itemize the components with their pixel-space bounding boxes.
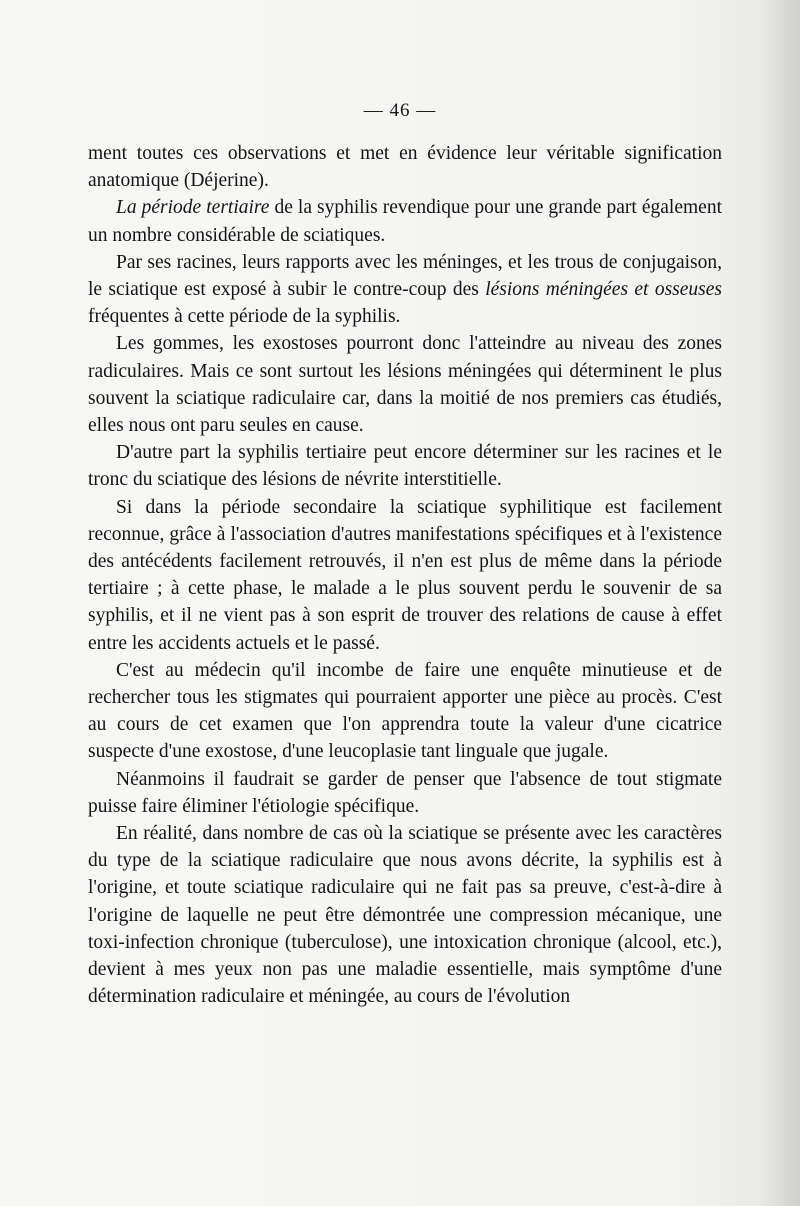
- paragraph: [88, 439, 722, 493]
- text-segment: Néanmoins il faudrait se garder de penser que l'absence de tout stigmate puisse faire éliminer l'étiologie spécifique.: [88, 768, 722, 817]
- text-segment: ment toutes ces observations et met en évidence leur véritable signification anatomique (Déjerine).: [88, 143, 722, 192]
- paragraph: [88, 140, 722, 194]
- text-segment: fréquentes à cette période de la syphilis.: [88, 306, 401, 328]
- italic-text-segment: lésions méningées et osseuses: [485, 279, 722, 301]
- text-segment: En réalité, dans nombre de cas où la sciatique se présente avec les caractères du type de la sciatique radiculaire que nous avons décrite, la syphilis est à l'origine, et toute sciatique radiculaire qui ne fait pas sa preuve, c'est-à-dire à l'origine de laquelle ne peut être démontrée une compression mécanique, une toxi-infection chronique (tuberculose), une intoxication chronique (alcool, etc.), devient à mes yeux non pas une maladie essentielle, mais symptôme d'une détermination radiculaire et méningée, au cours de l'évolution: [88, 823, 722, 1008]
- paragraph: [88, 657, 722, 766]
- page-number: — 46 —: [363, 100, 437, 121]
- paragraph: [88, 494, 722, 657]
- text-segment: de la syphilis revendique pour une grande part également un nombre considérable de sciatiques.: [88, 197, 722, 246]
- body-text: [88, 140, 722, 1011]
- paragraph: [88, 330, 722, 439]
- text-segment: D'autre part la syphilis tertiaire peut encore déterminer sur les racines et le tronc du sciatique des lésions de névrite interstitielle.: [88, 442, 722, 491]
- text-segment: C'est au médecin qu'il incombe de faire une enquête minutieuse et de rechercher tous les stigmates qui pourraient apporter une pièce au procès. C'est au cours de cet examen que l'on apprendra toute la valeur d'une cicatrice suspecte d'une exostose, d'une leucoplasie tant linguale que jugale.: [88, 659, 722, 763]
- text-segment: Si dans la période secondaire la sciatique syphilitique est facilement reconnue, grâce à l'association d'autres manifestations spécifiques et à l'existence des antécédents facilement retrouvés, il n'en est plus de même dans la période tertiaire ; à cette phase, le malade a le plus souvent perdu le souvenir de sa syphilis, et il ne vient pas à son esprit de trouver des relations de cause à effet entre les accidents actuels et le passé.: [88, 496, 722, 654]
- text-segment: Les gommes, les exostoses pourront donc l'atteindre au niveau des zones radiculaires. Mais ce sont surtout les lésions méningées qui déterminent le plus souvent la sciatique radiculaire car, dans la moitié de nos premiers cas étudiés, elles nous ont paru seules en cause.: [88, 333, 722, 437]
- paragraph: [88, 249, 722, 331]
- italic-text-segment: La période tertiaire: [116, 197, 270, 219]
- paragraph: [88, 194, 722, 248]
- paragraph: [88, 766, 722, 820]
- paragraph: [88, 820, 722, 1010]
- text-segment: Par ses racines, leurs rapports avec les méninges, et les trous de conjugaison, le sciatique est exposé à subir le contre-coup des: [88, 251, 722, 301]
